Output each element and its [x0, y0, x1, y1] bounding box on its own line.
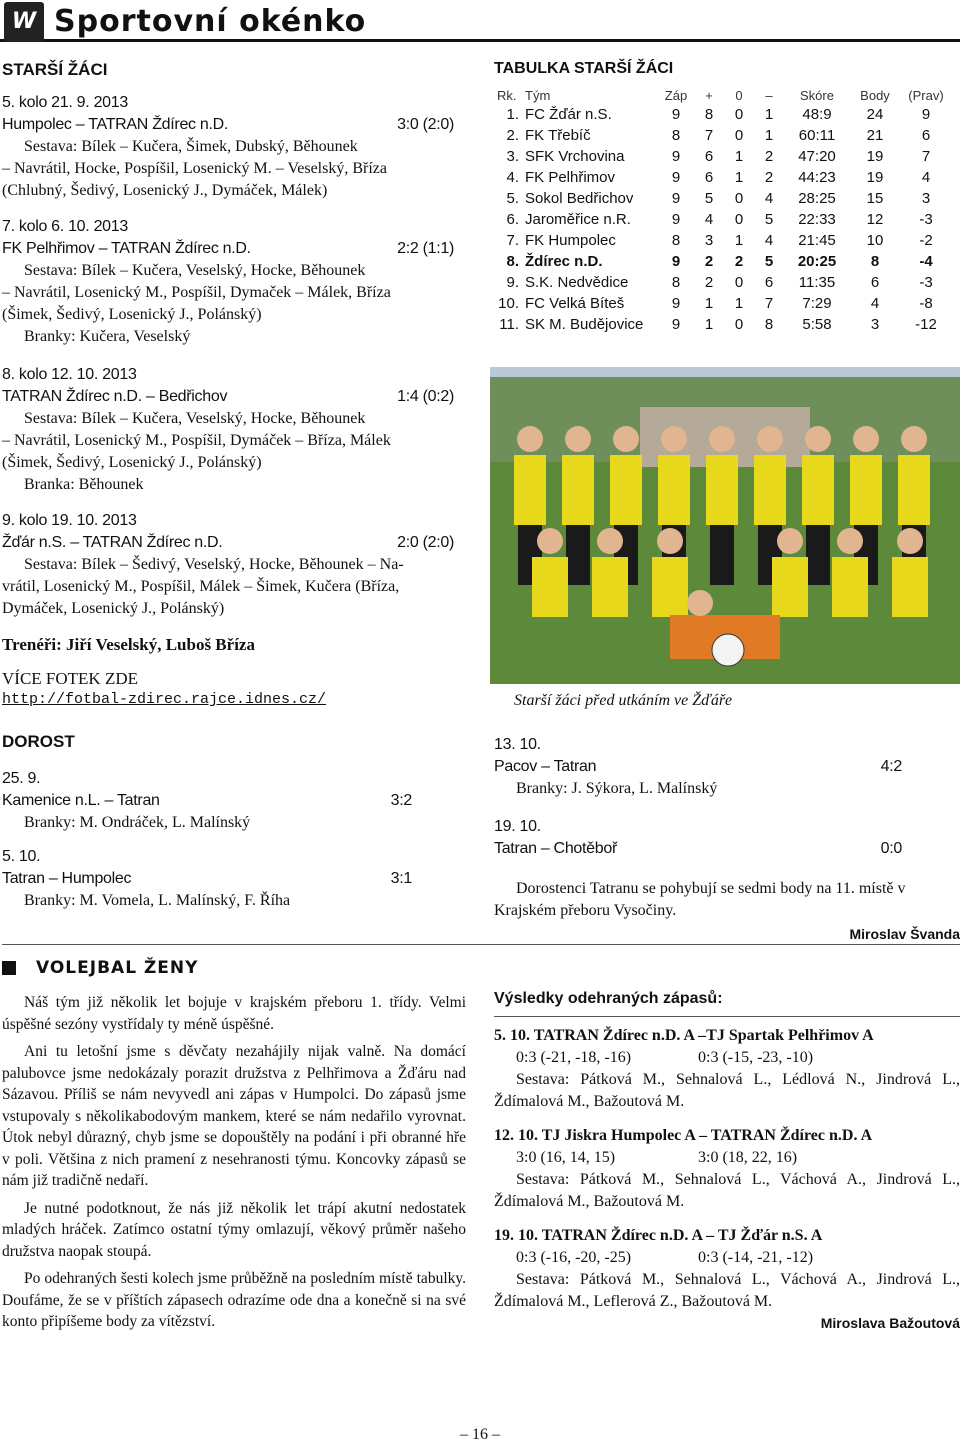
match-score: 0:0: [880, 840, 902, 857]
col-draws: 0: [735, 87, 743, 103]
scorers-line: Branky: M. Ondráček, L. Malínský: [24, 814, 251, 831]
volejbal-heading-row: [2, 958, 198, 978]
table-cell: 7: [921, 148, 931, 165]
table-heading: TABULKA STARŠÍ ŽÁCI: [494, 60, 674, 77]
table-row: [494, 293, 952, 314]
table-cell: 20:25: [797, 253, 837, 270]
lineup-line: (Chlubný, Šedivý, Losenický J., Dymáček, Málek): [2, 182, 328, 199]
table-cell: 5: [764, 253, 774, 270]
table-cell: -8: [919, 295, 933, 312]
table-row: [494, 188, 952, 209]
player-shirt: [514, 455, 546, 525]
goalkeeper-head: [687, 590, 713, 616]
table-cell: -2: [919, 232, 933, 249]
table-cell: FC Žďár n.S.: [525, 106, 612, 123]
volejbal-results: [494, 990, 960, 1331]
table-cell: 8: [671, 274, 681, 291]
table-row: [494, 272, 952, 293]
table-cell: 47:20: [798, 148, 836, 165]
section-heading: STARŠÍ ŽÁCI: [2, 60, 108, 79]
result-set-b: 0:3 (-14, -21, -12): [698, 1249, 814, 1266]
table-cell: FK Třebíč: [525, 127, 591, 144]
more-photos-label: VÍCE FOTEK ZDE: [2, 669, 138, 688]
table-cell: 1: [764, 106, 774, 123]
page-number: – 16 –: [460, 1426, 500, 1443]
table-cell: 9: [671, 295, 681, 312]
table-cell: -12: [915, 316, 937, 333]
table-cell: 1: [734, 295, 744, 312]
player-head: [661, 426, 687, 452]
table-cell: 10.: [498, 295, 519, 312]
col-points: Body: [860, 87, 890, 103]
table-cell: 44:23: [798, 169, 836, 186]
league-table-section: [494, 60, 960, 335]
table-cell: 9: [671, 169, 681, 186]
table-cell: 9.: [506, 274, 519, 291]
table-cell: 7:29: [802, 295, 832, 312]
match-date: 25. 9.: [2, 770, 41, 787]
result-set-b: 3:0 (18, 22, 16): [698, 1149, 798, 1166]
lineup-line: – Navrátil, Losenický M., Pospíšil, Dymáček – Bříza, Málek: [2, 432, 391, 449]
table-cell: 1: [764, 127, 774, 144]
result-set-a: 0:3 (-16, -20, -25): [516, 1249, 632, 1266]
player-shirt: [832, 557, 868, 617]
result-lineup: Sestava: Pátková M., Sehnalová L., Váchová A., Jindrová L., Ždímalová M., Bažoutová M.: [494, 1171, 960, 1210]
match-teams: [2, 532, 468, 554]
player-head: [657, 528, 683, 554]
match-date: 19. 10.: [494, 818, 541, 835]
match-teams-text: TATRAN Ždírec n.D. – Bedřichov: [2, 388, 228, 405]
match-score: 3:1: [390, 870, 412, 887]
match-teams-text: Pacov – Tatran: [494, 758, 597, 775]
result-sets: [494, 1247, 960, 1269]
table-cell: 9: [671, 316, 681, 333]
table-cell: 2: [734, 253, 744, 270]
starsi-zaci-section: [2, 60, 468, 710]
table-cell: FK Pelhřimov: [525, 169, 616, 186]
result-lineup: Sestava: Pátková M., Sehnalová L., Lédlová N., Jindrová L., Ždímalová M., Bažoutová M.: [494, 1071, 960, 1110]
table-cell: 0: [734, 211, 744, 228]
volejbal-author: Miroslava Bažoutová: [820, 1315, 960, 1331]
table-row: [494, 125, 952, 146]
player-shirt: [898, 455, 930, 525]
player-head: [565, 426, 591, 452]
table-cell: 3: [870, 316, 880, 333]
table-cell: 8: [671, 127, 681, 144]
table-cell: 7: [704, 127, 714, 144]
match-score: 4:2: [880, 758, 902, 775]
table-cell: 48:9: [802, 106, 832, 123]
table-cell: 0: [734, 274, 744, 291]
player-shirt: [610, 455, 642, 525]
table-cell: 21:45: [798, 232, 836, 249]
dorost-author: Miroslav Švanda: [849, 926, 960, 942]
dorost-match: [2, 846, 468, 912]
player-head: [709, 426, 735, 452]
table-cell: 1.: [506, 106, 519, 123]
player-shirt: [802, 455, 834, 525]
match-block: [2, 364, 468, 496]
scorers-line: Branky: Kučera, Veselský: [24, 328, 191, 345]
table-cell: 22:33: [798, 211, 836, 228]
match-score: 3:2: [390, 792, 412, 809]
lineup-line: Sestava: Bílek – Šedivý, Veselský, Hocke, Běhounek – Na-: [24, 556, 404, 573]
lineup-line: (Šimek, Šedivý, Losenický J., Polánský): [2, 306, 262, 323]
article-paragraph: Náš tým již několik let bojuje v krajském přeboru 1. třídy. Velmi úspěšné sezóny vystřídaly ty méně úspěšné.: [2, 994, 466, 1033]
table-cell: 8: [671, 232, 681, 249]
table-row: [494, 314, 952, 335]
table-cell: 8: [870, 253, 880, 270]
table-cell: S.K. Nedvědice: [525, 274, 629, 291]
table-cell: 7: [764, 295, 774, 312]
player-head: [853, 426, 879, 452]
league-table: [494, 86, 952, 335]
dorost-heading: DOROST: [2, 732, 75, 751]
result-title: 5. 10. TATRAN Ždírec n.D. A –TJ Spartak Pelhřimov A: [494, 1027, 874, 1044]
result-title: 19. 10. TATRAN Ždírec n.D. A – TJ Žďár n.S. A: [494, 1227, 823, 1244]
volejbal-article: [2, 992, 466, 1339]
table-cell: 4.: [506, 169, 519, 186]
table-cell: 2: [704, 274, 714, 291]
table-cell: 0: [734, 127, 744, 144]
col-truth: (Prav): [908, 87, 944, 103]
table-cell: 28:25: [798, 190, 836, 207]
player-legs: [806, 525, 830, 585]
match-teams: [2, 790, 412, 812]
results-heading: Výsledky odehraných zápasů:: [494, 990, 723, 1007]
table-row: [494, 146, 952, 167]
table-cell: 11.: [499, 316, 519, 333]
player-head: [757, 426, 783, 452]
col-played: Záp: [664, 87, 688, 103]
player-head: [897, 528, 923, 554]
table-cell: 6: [704, 148, 714, 165]
lineup-line: – Navrátil, Losenický M., Pospíšil, Dymaček – Málek, Bříza: [2, 284, 391, 301]
square-bullet-icon: [2, 961, 16, 975]
results-divider: [494, 1016, 960, 1017]
player-shirt: [532, 557, 568, 617]
player-head: [537, 528, 563, 554]
section-divider: [2, 944, 960, 945]
table-cell: 9: [671, 106, 681, 123]
player-head: [597, 528, 623, 554]
player-shirt: [850, 455, 882, 525]
col-rank: Rk.: [497, 87, 517, 103]
table-cell: 1: [704, 316, 714, 333]
match-round: 9. kolo 19. 10. 2013: [2, 512, 137, 529]
table-cell: 8: [704, 106, 714, 123]
col-wins: +: [705, 87, 713, 103]
player-shirt: [772, 557, 808, 617]
table-cell: 19: [866, 148, 884, 165]
table-cell: 21: [866, 127, 884, 144]
article-paragraph: Je nutné podotknout, že nás již několik let trápí akutní nedostatek mladých hráček. Zatímco ostatní týmy omlazují, věkový průměr našeho družstva naopak stoupá.: [2, 1199, 466, 1260]
player-legs: [710, 525, 734, 585]
table-cell: 5: [764, 211, 774, 228]
player-shirt: [562, 455, 594, 525]
player-shirt: [754, 455, 786, 525]
result-set-a: 3:0 (16, 14, 15): [516, 1149, 616, 1166]
table-cell: 2: [764, 169, 774, 186]
match-block: [2, 510, 468, 620]
match-round: 8. kolo 12. 10. 2013: [2, 366, 137, 383]
match-block: [2, 216, 468, 348]
match-date: 13. 10.: [494, 736, 541, 753]
table-cell: 4: [704, 211, 714, 228]
table-cell: 9: [671, 253, 681, 270]
player-shirt: [592, 557, 628, 617]
ball-icon: [712, 634, 744, 666]
article-paragraph: Po odehraných šesti kolech jsme průběžně na posledním místě tabulky. Doufáme, že se v příštích zápasech odrazíme ode dna a konečně si na své konto připíšeme body za vítězství.: [2, 1270, 466, 1330]
table-cell: 4: [764, 232, 774, 249]
table-cell: 9: [671, 190, 681, 207]
gallery-link[interactable]: http://fotbal-zdirec.rajce.idnes.cz/: [2, 691, 327, 708]
table-cell: 9: [671, 211, 681, 228]
table-cell: Ždírec n.D.: [525, 253, 603, 270]
result-lineup: Sestava: Pátková M., Sehnalová L., Váchová A., Jindrová L., Ždímalová M., Leflerová Z., Bažoutová M.: [494, 1271, 960, 1310]
match-teams: [2, 386, 468, 408]
table-cell: -4: [919, 253, 933, 270]
match-teams-text: Humpolec – TATRAN Ždírec n.D.: [2, 116, 229, 133]
result-sets: [494, 1047, 960, 1069]
table-cell: 0: [734, 190, 744, 207]
match-teams-text: Kamenice n.L. – Tatran: [2, 792, 160, 809]
player-head: [613, 426, 639, 452]
table-cell: 11:35: [798, 274, 836, 291]
table-cell: 6.: [506, 211, 519, 228]
team-photo-illustration: [490, 367, 960, 684]
table-cell: 6: [764, 274, 774, 291]
dorost-match: [494, 734, 960, 800]
table-cell: Jaroměřice n.R.: [525, 211, 631, 228]
result-block: [494, 1225, 960, 1313]
table-cell: 6: [870, 274, 880, 291]
photo-caption: Starší žáci před utkáním ve Žďáře: [514, 692, 733, 709]
result-set-a: 0:3 (-21, -18, -16): [516, 1049, 632, 1066]
result-set-b: 0:3 (-15, -23, -10): [698, 1049, 814, 1066]
table-cell: 1: [734, 169, 744, 186]
table-cell: 1: [704, 295, 714, 312]
table-cell: 19: [866, 169, 884, 186]
table-row: [494, 104, 952, 125]
table-cell: 10: [866, 232, 884, 249]
lineup-line: Sestava: Bílek – Kučera, Šimek, Dubský, Běhounek: [24, 138, 358, 155]
table-cell: 9: [671, 148, 681, 165]
dorost-section-right: [494, 734, 960, 942]
match-teams: [2, 238, 468, 260]
match-score: 2:0 (2:0): [397, 534, 454, 551]
col-score: Skóre: [800, 87, 834, 103]
lineup-line: Dymáček, Losenický J., Polánský): [2, 600, 225, 617]
table-cell: FC Velká Bíteš: [525, 295, 625, 312]
table-cell: 3: [921, 190, 931, 207]
player-shirt: [658, 455, 690, 525]
table-row: [494, 167, 952, 188]
player-head: [805, 426, 831, 452]
match-round: 7. kolo 6. 10. 2013: [2, 218, 128, 235]
dorost-section: [2, 732, 468, 912]
table-cell: 4: [764, 190, 774, 207]
table-cell: -3: [919, 211, 933, 228]
table-cell: Sokol Bedřichov: [525, 190, 634, 207]
volejbal-heading: VOLEJBAL ŽENY: [36, 958, 199, 978]
result-block: [494, 1125, 960, 1213]
article-paragraph: Ani tu letošní jsme s děvčaty nezahájily nijak valně. Na domácí palubovce jsme nedokázaly porazit družstva z Pelhřimova a Žďáru nad Sázavou. Příliš se nám nevyvedl ani zápas v Humpolci. Do zápasů jsme vstupovaly s několikabodovým mankem, které se nám nedařilo vyrovnat. Útok nebyl důrazný, chyb jsme se dopouštěly na podání i při obranné hře v poli. Většina z nich pramení z nesehranosti týmu. Koncovky zápasů se nám již tradičně nedaří.: [2, 1043, 466, 1189]
table-cell: 3.: [506, 148, 519, 165]
table-cell: 5.: [506, 190, 519, 207]
dorost-note: Dorostenci Tatranu se pohybují se sedmi body na 11. místě v Krajském přeboru Vysočiny.: [494, 880, 906, 919]
player-head: [901, 426, 927, 452]
table-cell: 5: [704, 190, 714, 207]
table-cell: 60:11: [798, 127, 836, 144]
match-teams: [2, 114, 468, 136]
table-row: [494, 209, 952, 230]
page-title: Sportovní okénko: [54, 4, 367, 39]
table-cell: 2: [704, 253, 714, 270]
lineup-line: – Navrátil, Hocke, Pospíšil, Losenický M. – Veselský, Bříza: [2, 160, 387, 177]
player-shirt: [706, 455, 738, 525]
table-cell: 7.: [506, 232, 519, 249]
player-shirt: [652, 557, 688, 617]
table-cell: 1: [734, 232, 744, 249]
scorers-line: Branky: M. Vomela, L. Malínský, F. Říha: [24, 892, 291, 909]
table-cell: 24: [866, 106, 884, 123]
match-teams-text: Tatran – Chotěboř: [494, 840, 617, 857]
table-cell: 8: [764, 316, 774, 333]
table-header-row: [494, 86, 952, 104]
lineup-line: (Šimek, Šedivý, Losenický J., Polánský): [2, 454, 262, 471]
table-cell: 3: [704, 232, 714, 249]
match-teams-text: Žďár n.S. – TATRAN Ždírec n.D.: [2, 534, 223, 551]
table-row: [494, 230, 952, 251]
table-cell: 9: [921, 106, 931, 123]
match-block: [2, 92, 468, 202]
match-teams: [494, 756, 902, 778]
match-score: 3:0 (2:0): [397, 116, 454, 133]
player-head: [517, 426, 543, 452]
scorers-line: Branka: Běhounek: [24, 476, 144, 493]
player-head: [777, 528, 803, 554]
logo-icon: W: [4, 2, 44, 42]
player-shirt: [892, 557, 928, 617]
result-title: 12. 10. TJ Jiskra Humpolec A – TATRAN Ždírec n.D. A: [494, 1127, 873, 1144]
col-team: Tým: [525, 87, 551, 103]
table-cell: 6: [921, 127, 931, 144]
table-cell: 12: [866, 211, 884, 228]
match-date: 5. 10.: [2, 848, 41, 865]
table-cell: 0: [734, 316, 744, 333]
lineup-line: vrátil, Losenický M., Pospíšil, Málek – Šimek, Kučera (Bříza,: [2, 578, 400, 595]
table-cell: 4: [870, 295, 880, 312]
col-losses: –: [765, 87, 773, 103]
table-row: [494, 251, 952, 272]
match-teams: [494, 838, 902, 860]
match-teams-text: Tatran – Humpolec: [2, 870, 132, 887]
match-score: 2:2 (1:1): [397, 240, 454, 257]
player-head: [837, 528, 863, 554]
table-cell: SFK Vrchovina: [525, 148, 625, 165]
result-block: [494, 1025, 960, 1113]
table-cell: 4: [921, 169, 931, 186]
lineup-line: Sestava: Bílek – Kučera, Veselský, Hocke, Běhounek: [24, 410, 366, 427]
table-cell: SK M. Budějovice: [525, 316, 644, 333]
table-cell: 2: [764, 148, 774, 165]
table-cell: 5:58: [802, 316, 832, 333]
table-cell: 6: [704, 169, 714, 186]
match-round: 5. kolo 21. 9. 2013: [2, 94, 128, 111]
match-teams-text: FK Pelhřimov – TATRAN Ždírec n.D.: [2, 240, 251, 257]
table-cell: 0: [734, 106, 744, 123]
table-cell: FK Humpolec: [525, 232, 616, 249]
table-cell: 8.: [506, 253, 519, 270]
dorost-match: [2, 768, 468, 834]
table-cell: 1: [734, 148, 744, 165]
scorers-line: Branky: J. Sýkora, L. Malínský: [516, 780, 718, 797]
match-score: 1:4 (0:2): [397, 388, 454, 405]
team-photo: [490, 367, 960, 684]
table-cell: -3: [919, 274, 933, 291]
trainers: Trenéři: Jiří Veselský, Luboš Bříza: [2, 635, 255, 654]
match-teams: [2, 868, 412, 890]
table-cell: 15: [866, 190, 884, 207]
result-sets: [494, 1147, 960, 1169]
dorost-match: [494, 816, 960, 860]
lineup-line: Sestava: Bílek – Kučera, Veselský, Hocke, Běhounek: [24, 262, 366, 279]
table-cell: 2.: [506, 127, 519, 144]
player-legs: [566, 525, 590, 585]
